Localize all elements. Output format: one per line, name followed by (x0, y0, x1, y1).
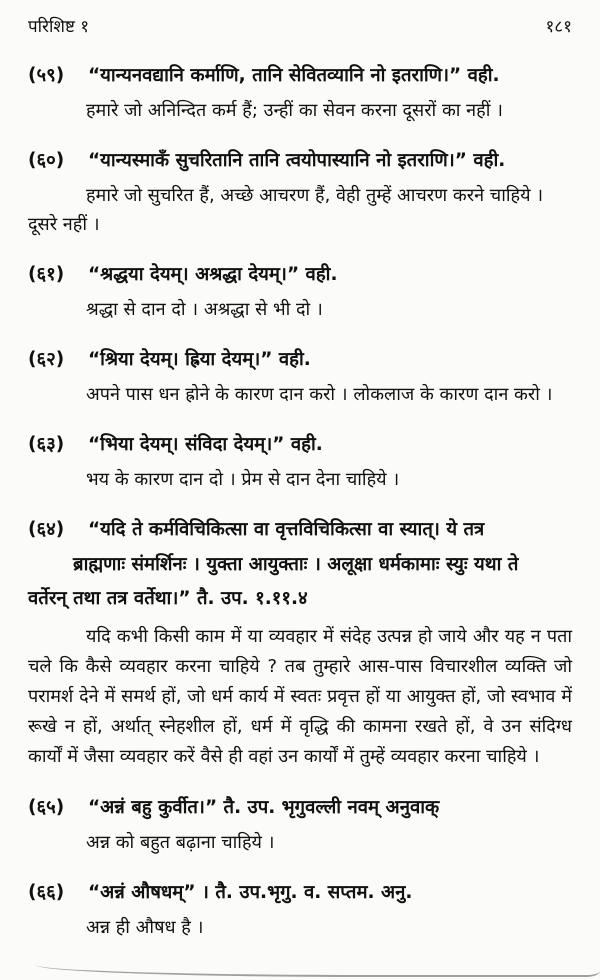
entry-59 (28, 61, 572, 125)
entry-number: (६६) (28, 882, 65, 903)
entry-61 (28, 260, 572, 324)
entry-quote-text: “श्रिया देयम्। ह्रिया देयम्।” वही. (88, 349, 311, 370)
entry-quote-row (28, 345, 572, 374)
entry-translation: भय के कारण दान दो । प्रेम से दान देना चाहिये । (86, 469, 400, 490)
entry-quote-text: “श्रद्धया देयम्। अश्रद्धा देयम्।” वही. (88, 264, 338, 285)
entry-62 (28, 345, 572, 409)
entry-translation: अन्न को बहुत बढ़ाना चाहिये । (86, 832, 275, 853)
entry-quote-text-continued: वर्तेरन् तथा तत्र वर्तेथा।” तै. उप. १.११.४ (28, 588, 308, 609)
entry-quote-row (28, 61, 572, 90)
entry-quote-row (28, 515, 572, 544)
entry-number: (६१) (28, 264, 65, 285)
entry-translation: श्रद्धा से दान दो । अश्रद्धा से भी दो । (86, 299, 323, 320)
entry-translation: अन्न ही औषध है । (86, 917, 204, 938)
entry-translation: हमारे जो सुचरित हैं, अच्छे आचरण हैं, वेही तुम्हें आचरण करने चाहिये । दूसरे नहीं । (28, 185, 544, 235)
entry-63 (28, 430, 572, 494)
entry-quote-text: “यान्यस्माकँ सुचरितानि तानि त्वयोपास्यानि नो इतराणि।” वही. (88, 150, 506, 171)
entry-64 (28, 515, 572, 772)
entry-number: (६३) (28, 434, 65, 455)
entry-quote-text: “अन्नं बहु कुर्वीत।” तै. उप. भृगुवल्ली नवम् अनुवाक् (88, 797, 440, 818)
entry-65 (28, 793, 572, 857)
page-header (28, 14, 572, 40)
entry-66 (28, 878, 572, 942)
entry-number: (६२) (28, 349, 65, 370)
entry-translation: अपने पास धन ह्रोने के कारण दान करो । लोकलाज के कारण दान करो । (86, 384, 553, 405)
entry-commentary: यदि कभी किसी काम में या व्यवहार में संदेह उत्पन्न हो जाये और यह न पता चले कि कैसे व्यवहार करना चाहिये ? तब तुम्हारे आस-पास विचारशील व्यक्ति जो परामर्श देने में समर्थ हों, जो धर्म कार्य में स्वतः प्रवृत्त हों या आयुक्त हों, जो स्वभाव में रूखे न हों, अर्थात् स्नेहशील हों, धर्म में वृद्धि की कामना रखते हों, वे उन संदिग्ध कार्यों में जैसा व्यवहार करें वैसे ही वहां उन कार्यों में तुम्हें व्यवहार करना चाहिये । (28, 626, 572, 767)
scan-artifact (36, 963, 600, 977)
entry-number: (६४) (28, 519, 65, 540)
entry-translation: हमारे जो अनिन्दित कर्म हैं; उन्हीं का सेवन करना दूसरों का नहीं । (86, 100, 503, 121)
entry-quote-text-continued: ब्राह्मणाः संमर्शिनः । युक्ता आयुक्ताः । अलूक्षा धर्मकामाः स्युः यथा ते (73, 554, 519, 575)
entry-number: (५९) (28, 65, 65, 86)
entry-quote-row (28, 260, 572, 289)
page-number: १८१ (545, 17, 572, 37)
entry-quote-text: “भिया देयम्। संविदा देयम्।” वही. (88, 434, 323, 455)
entry-60 (28, 146, 572, 239)
entry-quote-text: “अन्नं औषधम्” । तै. उप.भृगु. व. सप्तम. अनु. (88, 882, 413, 903)
entry-number: (६०) (28, 150, 65, 171)
entry-quote-row (28, 146, 572, 175)
entry-number: (६५) (28, 797, 65, 818)
entry-quote-text: “यान्यनवद्यानि कर्माणि, तानि सेवितव्यानि नो इतराणि।” वही. (88, 65, 500, 86)
entry-quote-row (28, 793, 572, 822)
appendix-title: परिशिष्ट १ (28, 17, 90, 37)
entry-quote-row (28, 430, 572, 459)
entry-quote-row (28, 878, 572, 907)
entry-quote-text: “यदि ते कर्मविचिकित्सा वा वृत्तविचिकित्सा वा स्यात्। ये तत्र (88, 519, 485, 540)
